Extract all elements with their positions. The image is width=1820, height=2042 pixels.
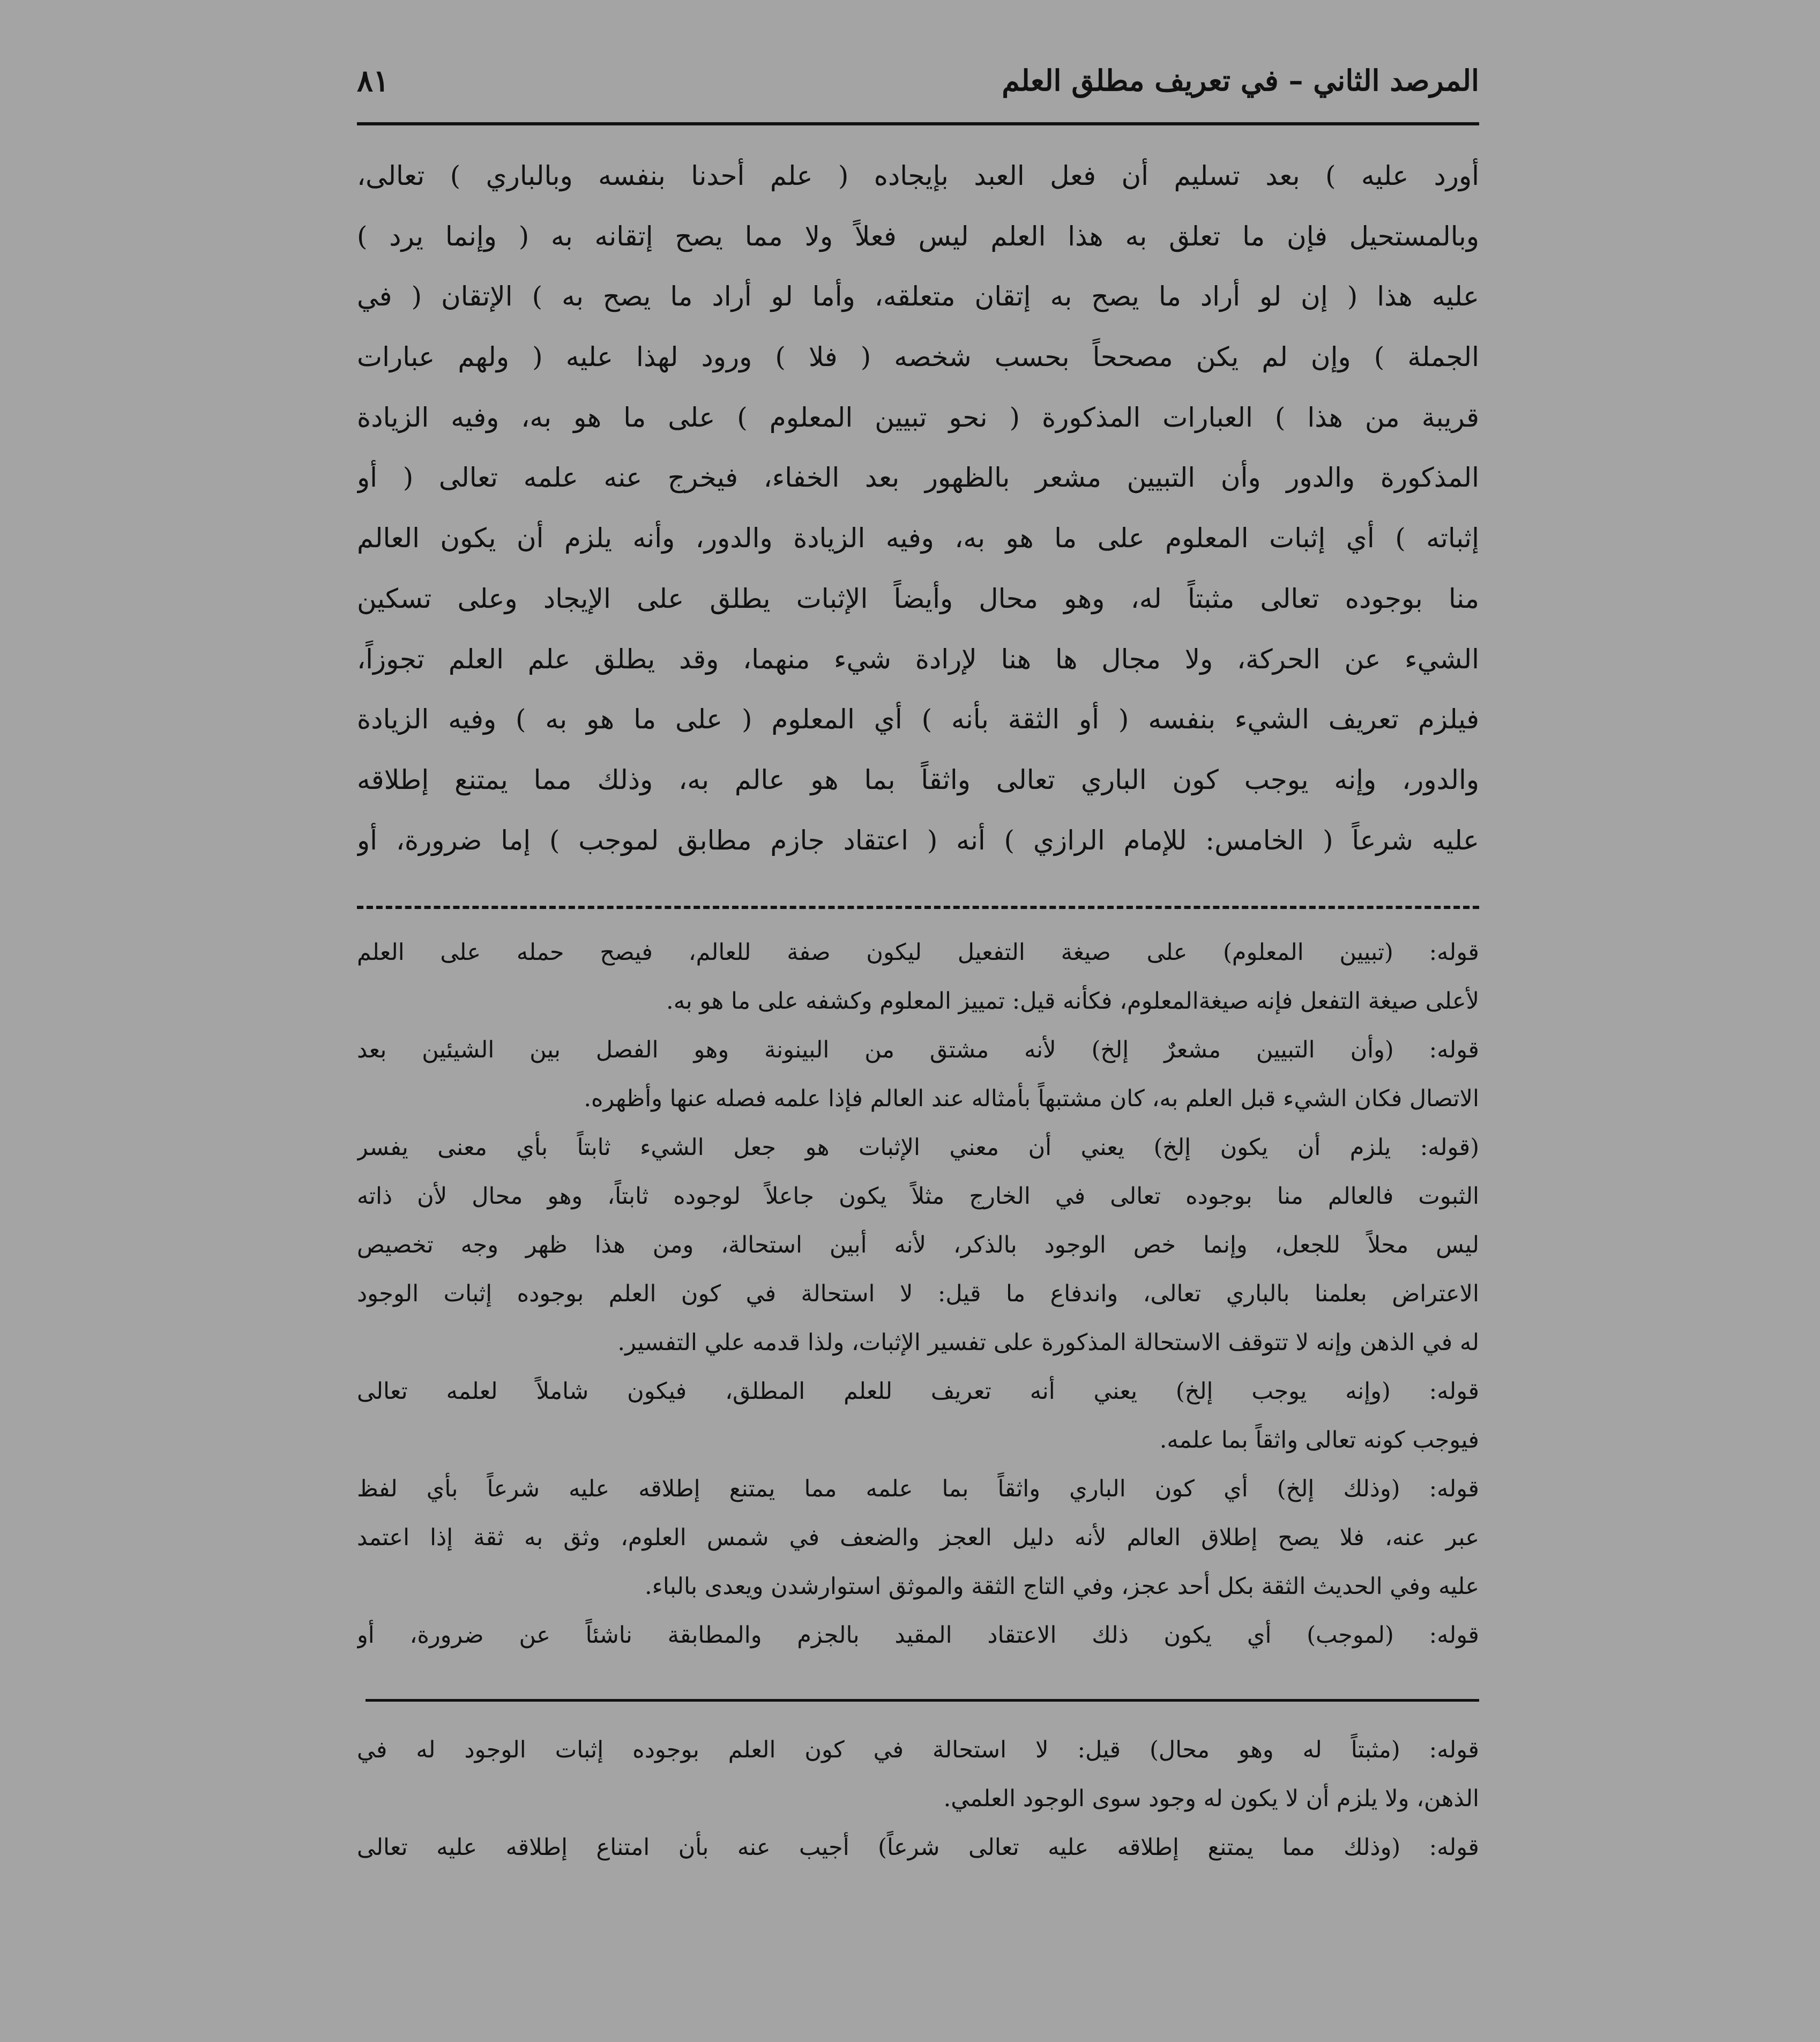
main-line: عليه شرعاً ( الخامس: للإمام الرازي ) أنه ( اعتقاد جازم مطابق لموجب ) إما ضرورة، أو [357,824,1479,856]
footnote-line: الذهن، ولا يلزم أن لا يكون له وجود سوى الوجود العلمي. [943,1785,1479,1812]
note-line: الاتصال فكان الشيء قبل العلم به، كان مشتبهاً بأمثاله عند العالم فإذا علمه فصله عنها وأظهره. [584,1085,1479,1112]
note-line: قوله: (لموجب) أي يكون ذلك الاعتقاد المقيد بالجزم والمطابقة ناشئاً عن ضرورة، أو [357,1622,1479,1649]
main-text [357,146,1479,870]
book-page [357,0,1479,2042]
page-header [357,63,1479,117]
main-line: والدور، وإنه يوجب كون الباري تعالى واثقاً بما هو عالم به، وذلك مما يمتنع إطلاقه [357,764,1479,795]
main-line: فيلزم تعريف الشيء بنفسه ( أو الثقة بأنه ) أي المعلوم ( على ما هو به ) وفيه الزيادة [357,704,1479,735]
main-line: إثباته ) أي إثبات المعلوم على ما هو به، وفيه الزيادة والدور، وأنه يلزم أن يكون العالم [357,523,1479,554]
note-line: عبر عنه، فلا يصح إطلاق العالم لأنه دليل العجز والضعف في شمس العلوم، وثق به ثقة إذا اعتمد [357,1524,1479,1551]
main-line: الجملة ) وإن لم يكن مصححاً بحسب شخصه ( فلا ) ورود لهذا عليه ( ولهم عبارات [357,341,1479,373]
note-line: قوله: (وذلك إلخ) أي كون الباري واثقاً بما علمه مما يمتنع إطلاقه عليه شرعاً بأي لفظ [357,1475,1479,1502]
footnotes [357,1726,1479,1872]
note-line: لأعلى صيغة التفعل فإنه صيغةالمعلوم، فكأنه قيل: تمييز المعلوم وكشفه على ما هو به. [666,988,1479,1015]
page-number: ٨١ [357,63,390,99]
note-line: الثبوت فالعالم منا بوجوده تعالى في الخارج مثلاً يكون جاعلاً لوجوده ثابتاً، وهو محال لأن ذاته [357,1183,1479,1210]
note-line: قوله: (تبيين المعلوم) على صيغة التفعيل ليكون صفة للعالم، فيصح حمله على العلم [357,939,1479,966]
main-line: أورد عليه ) بعد تسليم أن فعل العبد بإيجاده ( علم أحدنا بنفسه وبالباري ) تعالى، [357,160,1479,191]
footnote-line: قوله: (مثبتاً له وهو محال) قيل: لا استحالة في كون العلم بوجوده إثبات الوجود له في [357,1737,1479,1763]
note-line: عليه وفي الحديث الثقة بكل أحد عجز، وفي التاج الثقة والموثق استوارشدن ويعدى بالباء. [644,1573,1479,1600]
note-line: قوله: (وأن التبيين مشعرٌ إلخ) لأنه مشتق من البينونة وهو الفصل بين الشيئين بعد [357,1037,1479,1063]
note-line: له في الذهن وإنه لا تتوقف الاستحالة المذكورة على تفسير الإثبات، ولذا قدمه علي التفسير. [617,1329,1479,1356]
note-line: الاعتراض بعلمنا بالباري تعالى، واندفاع ما قيل: لا استحالة في كون العلم بوجوده إثبات الوجود [357,1280,1479,1307]
main-line: منا بوجوده تعالى مثبتاً له، وهو محال وأيضاً الإثبات يطلق على الإيجاد وعلى تسكين [357,583,1479,614]
main-line: الشيء عن الحركة، ولا مجال ها هنا لإرادة شيء منهما، وقد يطلق علم العلم تجوزاً، [357,643,1479,675]
note-line: ليس محلاً للجعل، وإنما خص الوجود بالذكر، لأنه أبين استحالة، ومن هذا ظهر وجه تخصيص [357,1232,1479,1258]
dashed-separator [357,906,1479,909]
footnote-line: قوله: (وذلك مما يمتنع إطلاقه عليه تعالى شرعاً) أجيب عنه بأن امتناع إطلاقه عليه تعالى [357,1834,1479,1861]
main-line: قريبة من هذا ) العبارات المذكورة ( نحو تبيين المعلوم ) على ما هو به، وفيه الزيادة [357,401,1479,433]
main-line: عليه هذا ( إن لو أراد ما يصح به إتقان متعلقه، وأما لو أراد ما يصح به ) الإتقان ( في [357,281,1479,312]
main-line: المذكورة والدور وأن التبيين مشعر بالظهور بعد الخفاء، فيخرج عنه علمه تعالى ( أو [357,462,1479,494]
main-line: وبالمستحيل فإن ما تعلق به هذا العلم ليس فعلاً ولا مما يصح إتقانه به ( وإنما يرد ) [357,220,1479,252]
header-rule [357,122,1479,125]
commentary-notes [357,928,1479,1660]
note-line: قوله: (وإنه يوجب إلخ) يعني أنه تعريف للعلم المطلق، فيكون شاملاً لعلمه تعالى [357,1378,1479,1405]
running-title: المرصد الثاني – في تعريف مطلق العلم [1002,63,1479,98]
note-line: فيوجب كونه تعالى واثقاً بما علمه. [1159,1427,1479,1454]
note-line: (قوله: يلزم أن يكون إلخ) يعني أن معني الإثبات هو جعل الشيء ثابتاً بأي معنى يفسر [357,1134,1479,1161]
footnote-rule [366,1699,1479,1702]
